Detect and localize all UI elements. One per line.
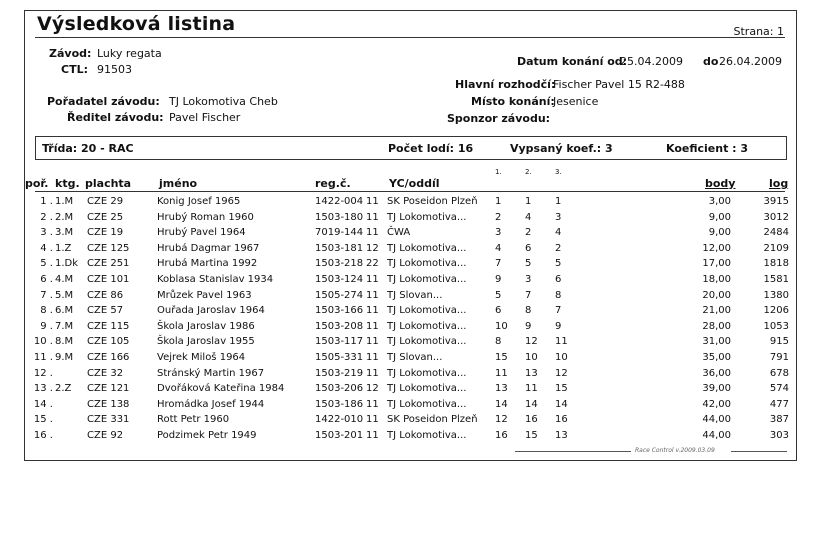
table-row (25, 429, 796, 445)
table-row (25, 351, 796, 367)
results-sheet (24, 10, 797, 461)
cell-r2: 10 (525, 351, 538, 363)
cell-reg2: 11 (366, 367, 379, 379)
cell-sail: CZE 101 (87, 273, 130, 285)
cell-name: Dvořáková Kateřina 1984 (157, 383, 285, 395)
cell-r1: 1 (495, 196, 502, 207)
col-category: ktg. (55, 177, 80, 190)
header-divider (35, 191, 785, 192)
cell-r3: 16 (555, 414, 568, 426)
cell-log: 3012 (763, 211, 789, 223)
cell-log: 387 (769, 414, 789, 426)
cell-r2: 13 (525, 367, 538, 379)
date-from-value: 25.04.2009 (620, 55, 683, 68)
cell-r1: 2 (495, 211, 502, 223)
table-row (25, 398, 796, 414)
cell-club: TJ Lokomotiva... (387, 383, 467, 395)
cell-sail: CZE 86 (87, 289, 124, 301)
coefficient: Koeficient : 3 (666, 142, 749, 155)
cell-rank: 15 . (33, 414, 53, 426)
cell-reg2: 11 (366, 196, 379, 207)
cell-points: 12,00 (702, 242, 731, 254)
cell-cat: 5.M (55, 289, 74, 301)
table-row (25, 289, 796, 305)
cell-club: TJ Lokomotiva... (387, 336, 467, 348)
cell-r3: 3 (555, 211, 562, 223)
cell-r2: 9 (525, 320, 532, 332)
cell-club: TJ Lokomotiva... (387, 305, 467, 317)
cell-cat: 8.M (55, 336, 74, 348)
cell-log: 678 (769, 367, 789, 379)
cell-name: Vejrek Miloš 1964 (157, 351, 246, 363)
judge-label: Hlavní rozhodčí: (455, 78, 556, 91)
cell-cat: 6.M (55, 305, 74, 317)
cell-points: 9,00 (708, 211, 731, 223)
cell-r1: 13 (495, 383, 508, 395)
cell-sail: CZE 32 (87, 367, 124, 379)
cell-r2: 8 (525, 305, 532, 317)
cell-log: 1206 (763, 305, 789, 317)
cell-r3: 15 (555, 383, 568, 395)
cell-club: SK Poseidon Plzeň (387, 414, 478, 426)
table-row (25, 211, 796, 227)
cell-r2: 4 (525, 211, 532, 223)
cell-cat: 1.Dk (55, 258, 79, 270)
cell-reg2: 11 (366, 305, 379, 317)
footer-line-left (515, 451, 631, 452)
director-value: Pavel Fischer (169, 111, 241, 124)
cell-reg2: 22 (366, 258, 379, 270)
cell-r2: 2 (525, 227, 532, 239)
cell-r1: 7 (495, 258, 502, 270)
table-row (25, 273, 796, 289)
cell-reg2: 12 (366, 383, 379, 395)
cell-cat: 3.M (55, 227, 74, 239)
cell-cat: 1.M (55, 196, 74, 207)
cell-points: 44,00 (702, 414, 731, 426)
organizer-label: Pořadatel závodu: (47, 95, 160, 108)
ctl-value: 91503 (97, 63, 132, 76)
cell-r1: 3 (495, 227, 502, 239)
col-points: body (705, 177, 736, 190)
cell-sail: CZE 125 (87, 242, 130, 254)
cell-club: TJ Lokomotiva... (387, 258, 467, 270)
cell-log: 1053 (763, 320, 789, 332)
cell-log: 1818 (763, 258, 789, 270)
cell-points: 18,00 (702, 273, 731, 285)
class-name: Třída: 20 - RAC (42, 142, 134, 155)
cell-reg: 1503-124 (315, 273, 364, 285)
cell-rank: 3 . (40, 227, 53, 239)
cell-rank: 11 . (33, 351, 53, 363)
cell-r1: 12 (495, 414, 508, 426)
cell-club: TJ Lokomotiva... (387, 320, 467, 332)
col-log: log (769, 177, 789, 190)
cell-cat: 1.Z (55, 242, 72, 254)
declared-coefficient: Vypsaný koef.: 3 (510, 142, 613, 155)
cell-club: ČWA (387, 227, 411, 239)
cell-log: 3915 (763, 196, 789, 207)
cell-reg2: 11 (366, 398, 379, 410)
cell-reg: 1503-219 (315, 367, 364, 379)
cell-sail: CZE 25 (87, 211, 124, 223)
cell-r2: 14 (525, 398, 538, 410)
class-summary-bar (35, 136, 787, 160)
col-sail: plachta (85, 177, 132, 190)
cell-sail: CZE 115 (87, 320, 130, 332)
cell-cat: 2.M (55, 211, 74, 223)
cell-points: 35,00 (702, 351, 731, 363)
cell-points: 39,00 (702, 383, 731, 395)
cell-reg2: 11 (366, 320, 379, 332)
cell-log: 574 (769, 383, 789, 395)
cell-r3: 2 (555, 242, 562, 254)
cell-reg2: 11 (366, 289, 379, 301)
table-row (25, 335, 796, 351)
cell-sail: CZE 251 (87, 258, 130, 270)
cell-reg: 1503-181 (315, 242, 364, 254)
cell-sail: CZE 92 (87, 429, 124, 441)
cell-name: Hrubý Roman 1960 (157, 211, 254, 223)
cell-name: Stránský Martin 1967 (157, 367, 265, 379)
cell-reg: 1422-004 (315, 196, 364, 207)
cell-r3: 1 (555, 196, 562, 207)
cell-reg: 1503-206 (315, 383, 364, 395)
table-row (25, 382, 796, 398)
cell-club: TJ Slovan... (387, 351, 443, 363)
cell-r1: 16 (495, 429, 508, 441)
cell-sail: CZE 19 (87, 227, 124, 239)
table-row (25, 320, 796, 336)
organizer-value: TJ Lokomotiva Cheb (169, 95, 278, 108)
cell-sail: CZE 331 (87, 414, 130, 426)
cell-log: 477 (769, 398, 789, 410)
cell-r2: 5 (525, 258, 532, 270)
cell-r3: 7 (555, 305, 562, 317)
cell-sail: CZE 57 (87, 305, 124, 317)
cell-points: 28,00 (702, 320, 731, 332)
cell-reg: 1503-166 (315, 305, 364, 317)
cell-points: 20,00 (702, 289, 731, 301)
table-row (25, 257, 796, 273)
table-row (25, 367, 796, 383)
table-row (25, 413, 796, 429)
cell-club: TJ Lokomotiva... (387, 429, 467, 441)
cell-r2: 12 (525, 336, 538, 348)
title-divider (35, 37, 785, 38)
cell-log: 2109 (763, 242, 789, 254)
sponsor-label: Sponzor závodu: (447, 112, 551, 125)
results-table (25, 195, 796, 445)
cell-points: 3,00 (708, 196, 731, 207)
cell-reg: 1503-218 (315, 258, 364, 270)
cell-reg: 1503-201 (315, 429, 364, 441)
cell-club: TJ Lokomotiva... (387, 211, 467, 223)
col-reg: reg.č. (315, 177, 351, 190)
race-3-number: 3. (555, 168, 562, 176)
cell-r2: 1 (525, 196, 532, 207)
cell-log: 2484 (763, 227, 789, 239)
cell-name: Konig Josef 1965 (157, 196, 241, 207)
cell-name: Škola Jaroslav 1955 (157, 336, 255, 348)
cell-reg: 1505-331 (315, 351, 364, 363)
cell-name: Škola Jaroslav 1986 (157, 320, 255, 332)
cell-log: 791 (769, 351, 789, 363)
cell-sail: CZE 166 (87, 351, 130, 363)
cell-r3: 12 (555, 367, 568, 379)
cell-reg2: 11 (366, 429, 379, 441)
cell-r2: 16 (525, 414, 538, 426)
ctl-label: CTL: (61, 63, 88, 76)
cell-points: 44,00 (702, 429, 731, 441)
boat-count: Počet lodí: 16 (388, 142, 474, 155)
cell-rank: 16 . (33, 429, 53, 441)
col-rank: poř. (25, 177, 49, 190)
cell-rank: 14 . (33, 398, 53, 410)
cell-reg: 7019-144 (315, 227, 364, 239)
cell-rank: 4 . (40, 242, 53, 254)
judge-value: Fischer Pavel 15 R2-488 (553, 78, 685, 91)
cell-points: 42,00 (702, 398, 731, 410)
cell-rank: 9 . (40, 320, 53, 332)
cell-points: 21,00 (702, 305, 731, 317)
cell-r1: 6 (495, 305, 502, 317)
cell-r1: 5 (495, 289, 502, 301)
race-2-number: 2. (525, 168, 532, 176)
cell-r3: 5 (555, 258, 562, 270)
director-label: Ředitel závodu: (67, 111, 164, 124)
footer-credit: Race Control v.2009.03.09 (635, 447, 715, 454)
cell-club: TJ Lokomotiva... (387, 398, 467, 410)
cell-rank: 8 . (40, 305, 53, 317)
cell-reg2: 11 (366, 336, 379, 348)
page-title: Výsledková listina (37, 13, 236, 35)
cell-log: 1581 (763, 273, 789, 285)
cell-reg: 1503-117 (315, 336, 364, 348)
cell-r3: 8 (555, 289, 562, 301)
cell-log: 303 (769, 429, 789, 441)
cell-cat: 7.M (55, 320, 74, 332)
cell-reg2: 11 (366, 273, 379, 285)
cell-r3: 13 (555, 429, 568, 441)
cell-sail: CZE 121 (87, 383, 130, 395)
cell-reg2: 11 (366, 211, 379, 223)
cell-rank: 2 . (40, 211, 53, 223)
cell-rank: 1 . (40, 196, 53, 207)
cell-r3: 11 (555, 336, 568, 348)
cell-reg2: 11 (366, 414, 379, 426)
cell-reg: 1503-186 (315, 398, 364, 410)
cell-points: 17,00 (702, 258, 731, 270)
cell-club: TJ Lokomotiva... (387, 367, 467, 379)
cell-r2: 7 (525, 289, 532, 301)
col-name: jméno (159, 177, 198, 190)
cell-r1: 14 (495, 398, 508, 410)
cell-r3: 9 (555, 320, 562, 332)
date-from-label: Datum konání od: (517, 55, 628, 68)
page-number: Strana: 1 (733, 25, 784, 38)
cell-name: Ouřada Jaroslav 1964 (157, 305, 265, 317)
table-row (25, 226, 796, 242)
race-label: Závod: (49, 47, 92, 60)
cell-reg2: 12 (366, 242, 379, 254)
col-club: YC/oddíl (389, 177, 440, 190)
cell-r3: 4 (555, 227, 562, 239)
cell-name: Hrubý Pavel 1964 (157, 227, 246, 239)
cell-r3: 14 (555, 398, 568, 410)
cell-rank: 6 . (40, 273, 53, 285)
cell-name: Podzimek Petr 1949 (157, 429, 257, 441)
cell-r3: 6 (555, 273, 562, 285)
cell-r2: 6 (525, 242, 532, 254)
table-row (25, 242, 796, 258)
cell-r1: 4 (495, 242, 502, 254)
cell-r1: 10 (495, 320, 508, 332)
cell-reg2: 11 (366, 227, 379, 239)
race-1-number: 1. (495, 168, 502, 176)
cell-name: Hromádka Josef 1944 (157, 398, 265, 410)
cell-reg2: 11 (366, 351, 379, 363)
cell-points: 9,00 (708, 227, 731, 239)
cell-reg: 1422-010 (315, 414, 364, 426)
cell-rank: 5 . (40, 258, 53, 270)
cell-reg: 1505-274 (315, 289, 364, 301)
cell-cat: 4.M (55, 273, 74, 285)
cell-name: Hrubá Dagmar 1967 (157, 242, 260, 254)
venue-label: Místo konání: (471, 95, 555, 108)
cell-club: TJ Slovan... (387, 289, 443, 301)
cell-club: SK Poseidon Plzeň (387, 196, 478, 207)
cell-rank: 12 . (33, 367, 53, 379)
date-to-value: 26.04.2009 (719, 55, 782, 68)
cell-club: TJ Lokomotiva... (387, 242, 467, 254)
cell-reg: 1503-208 (315, 320, 364, 332)
cell-r1: 15 (495, 351, 508, 363)
cell-name: Koblasa Stanislav 1934 (157, 273, 274, 285)
cell-r3: 10 (555, 351, 568, 363)
table-row (25, 195, 796, 211)
race-value: Luky regata (97, 47, 162, 60)
cell-sail: CZE 105 (87, 336, 130, 348)
cell-r2: 11 (525, 383, 538, 395)
footer-line-right (731, 451, 787, 452)
table-row (25, 304, 796, 320)
cell-rank: 10 . (33, 336, 53, 348)
cell-reg: 1503-180 (315, 211, 364, 223)
cell-rank: 7 . (40, 289, 53, 301)
cell-points: 36,00 (702, 367, 731, 379)
cell-points: 31,00 (702, 336, 731, 348)
cell-r2: 15 (525, 429, 538, 441)
cell-log: 915 (769, 336, 789, 348)
cell-r2: 3 (525, 273, 532, 285)
cell-name: Rott Petr 1960 (157, 414, 230, 426)
cell-club: TJ Lokomotiva... (387, 273, 467, 285)
cell-r1: 9 (495, 273, 502, 285)
date-to-label: do (703, 55, 719, 68)
cell-r1: 11 (495, 367, 508, 379)
cell-cat: 2.Z (55, 383, 72, 395)
cell-r1: 8 (495, 336, 502, 348)
cell-sail: CZE 29 (87, 196, 124, 207)
cell-sail: CZE 138 (87, 398, 130, 410)
venue-value: Jesenice (553, 95, 599, 108)
cell-cat: 9.M (55, 351, 74, 363)
cell-name: Mrůzek Pavel 1963 (157, 289, 252, 301)
cell-rank: 13 . (33, 383, 53, 395)
cell-name: Hrubá Martina 1992 (157, 258, 258, 270)
cell-log: 1380 (763, 289, 789, 301)
